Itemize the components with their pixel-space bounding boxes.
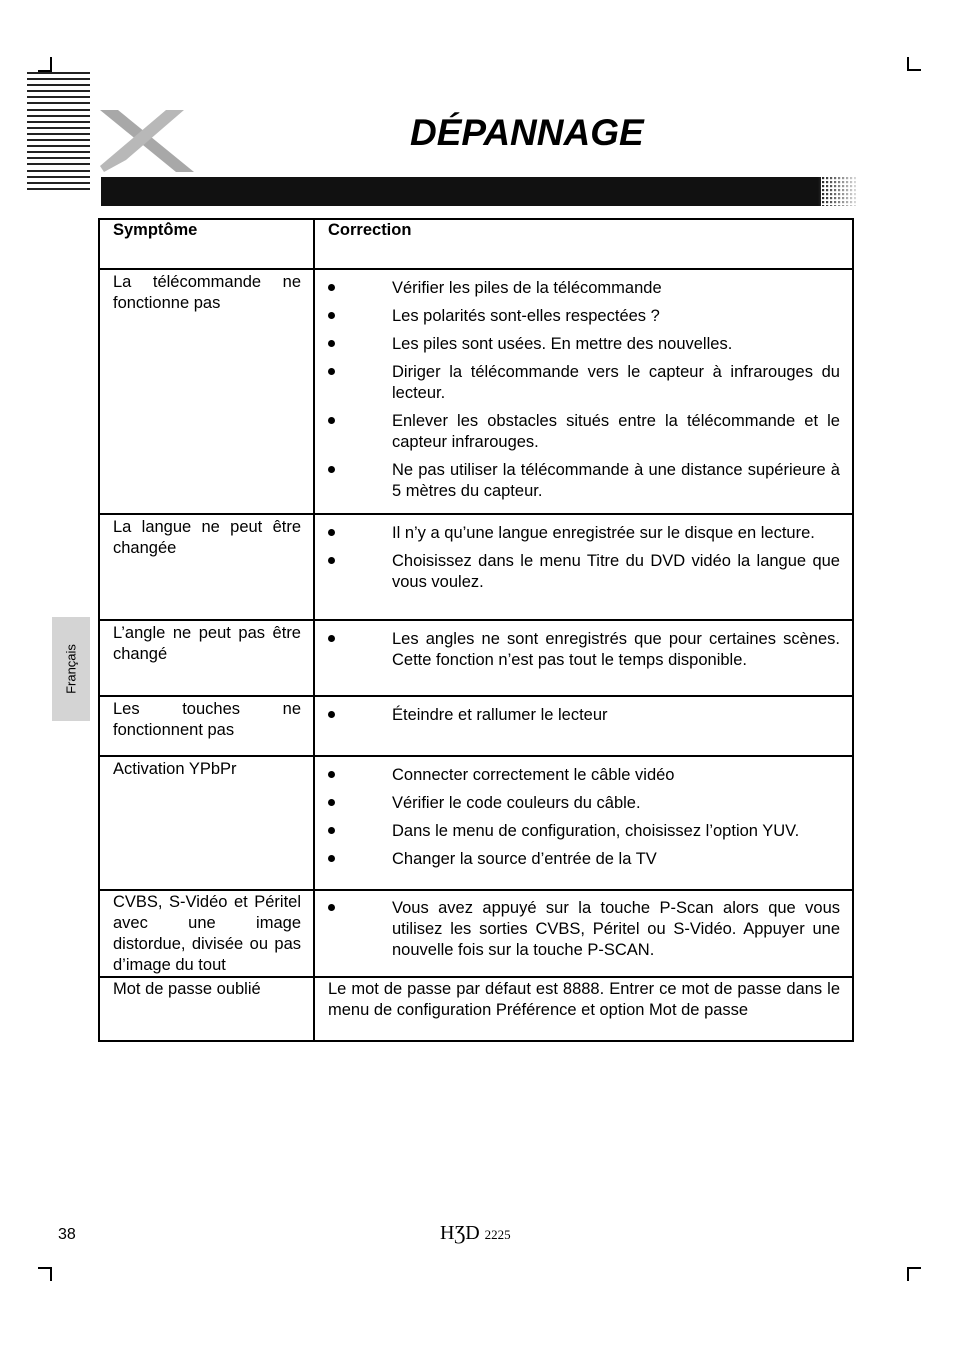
brand-x-logo-icon bbox=[96, 104, 196, 176]
correction-cell bbox=[314, 890, 853, 977]
list-item: Les piles sont usées. En mettre des nouvelles. bbox=[328, 334, 840, 355]
language-tab bbox=[52, 617, 90, 721]
model-logo-text: HƷD bbox=[440, 1222, 480, 1244]
table-row bbox=[99, 514, 853, 620]
bar-dots-decoration bbox=[818, 177, 856, 206]
crop-mark-top-left bbox=[50, 57, 52, 72]
correction-cell bbox=[314, 696, 853, 756]
list-item: Vérifier les piles de la télécommande bbox=[328, 278, 840, 299]
bullet-icon bbox=[328, 284, 335, 291]
list-item: Diriger la télécommande vers le capteur à infrarouges du lecteur. bbox=[328, 362, 840, 404]
symptom-cell: La télécommande ne fonctionne pas bbox=[99, 269, 314, 514]
symptom-cell: Activation YPbPr bbox=[99, 756, 314, 890]
table-row bbox=[99, 977, 853, 1041]
page-title: DÉPANNAGE bbox=[410, 112, 644, 153]
table-row bbox=[99, 696, 853, 756]
bullet-icon bbox=[328, 799, 335, 806]
list-item: Dans le menu de configuration, choisissez l’option YUV. bbox=[328, 821, 840, 842]
bullet-icon bbox=[328, 904, 335, 911]
table-row bbox=[99, 890, 853, 977]
symptom-cell: L’angle ne peut pas être changé bbox=[99, 620, 314, 696]
logo-stripes bbox=[27, 72, 90, 198]
symptom-cell: Les touches ne fonctionnent pas bbox=[99, 696, 314, 756]
troubleshooting-table bbox=[98, 218, 854, 1042]
crop-mark-bottom-left bbox=[50, 1267, 52, 1281]
table-row bbox=[99, 620, 853, 696]
bullet-icon bbox=[328, 417, 335, 424]
list-item: Enlever les obstacles situés entre la télécommande et le capteur infrarouges. bbox=[328, 411, 840, 453]
list-item: Éteindre et rallumer le lecteur bbox=[328, 705, 840, 726]
bullet-icon bbox=[328, 771, 335, 778]
table-header-row bbox=[99, 219, 853, 269]
bullet-icon bbox=[328, 635, 335, 642]
model-number: 2225 bbox=[484, 1227, 511, 1242]
list-item: Choisissez dans le menu Titre du DVD vidéo la langue que vous voulez. bbox=[328, 551, 840, 593]
bullet-icon bbox=[328, 711, 335, 718]
bullet-icon bbox=[328, 466, 335, 473]
correction-cell bbox=[314, 756, 853, 890]
list-item: Il n’y a qu’une langue enregistrée sur le disque en lecture. bbox=[328, 523, 840, 544]
list-item: Ne pas utiliser la télécommande à une distance supérieure à 5 mètres du capteur. bbox=[328, 460, 840, 502]
correction-cell bbox=[314, 514, 853, 620]
list-item: Vous avez appuyé sur la touche P-Scan alors que vous utilisez les sorties CVBS, Péritel ou S-Vidéo. Appuyer une nouvelle fois sur la touche P-SCAN. bbox=[328, 898, 840, 961]
list-item: Les polarités sont-elles respectées ? bbox=[328, 306, 840, 327]
symptom-cell: Mot de passe oublié bbox=[99, 977, 314, 1041]
table-row bbox=[99, 269, 853, 514]
bullet-icon bbox=[328, 340, 335, 347]
model-name bbox=[440, 1222, 511, 1245]
symptom-cell: CVBS, S-Vidéo et Péritel avec une image distordue, divisée ou pas d’image du tout bbox=[99, 890, 314, 977]
correction-cell: Le mot de passe par défaut est 8888. Entrer ce mot de passe dans le menu de configuration Préférence et option Mot de passe bbox=[314, 977, 853, 1041]
language-tab-label: Français bbox=[63, 644, 79, 694]
title-bar bbox=[101, 177, 821, 206]
list-item: Les angles ne sont enregistrés que pour certaines scènes. Cette fonction n’est pas tout le temps disponible. bbox=[328, 629, 840, 671]
list-item: Connecter correctement le câble vidéo bbox=[328, 765, 840, 786]
crop-mark-bottom-right bbox=[907, 1267, 909, 1281]
bullet-icon bbox=[328, 529, 335, 536]
header-symptom: Symptôme bbox=[99, 219, 314, 269]
list-item: Changer la source d’entrée de la TV bbox=[328, 849, 840, 870]
page-number: 38 bbox=[58, 1226, 76, 1243]
header-correction: Correction bbox=[314, 219, 853, 269]
table-row bbox=[99, 756, 853, 890]
correction-cell bbox=[314, 269, 853, 514]
bullet-icon bbox=[328, 557, 335, 564]
crop-mark-bottom-right bbox=[907, 1267, 921, 1269]
bullet-icon bbox=[328, 855, 335, 862]
crop-mark-top-right bbox=[907, 69, 921, 71]
bullet-icon bbox=[328, 312, 335, 319]
bullet-icon bbox=[328, 368, 335, 375]
correction-cell bbox=[314, 620, 853, 696]
symptom-cell: La langue ne peut être changée bbox=[99, 514, 314, 620]
bullet-icon bbox=[328, 827, 335, 834]
list-item: Vérifier le code couleurs du câble. bbox=[328, 793, 840, 814]
